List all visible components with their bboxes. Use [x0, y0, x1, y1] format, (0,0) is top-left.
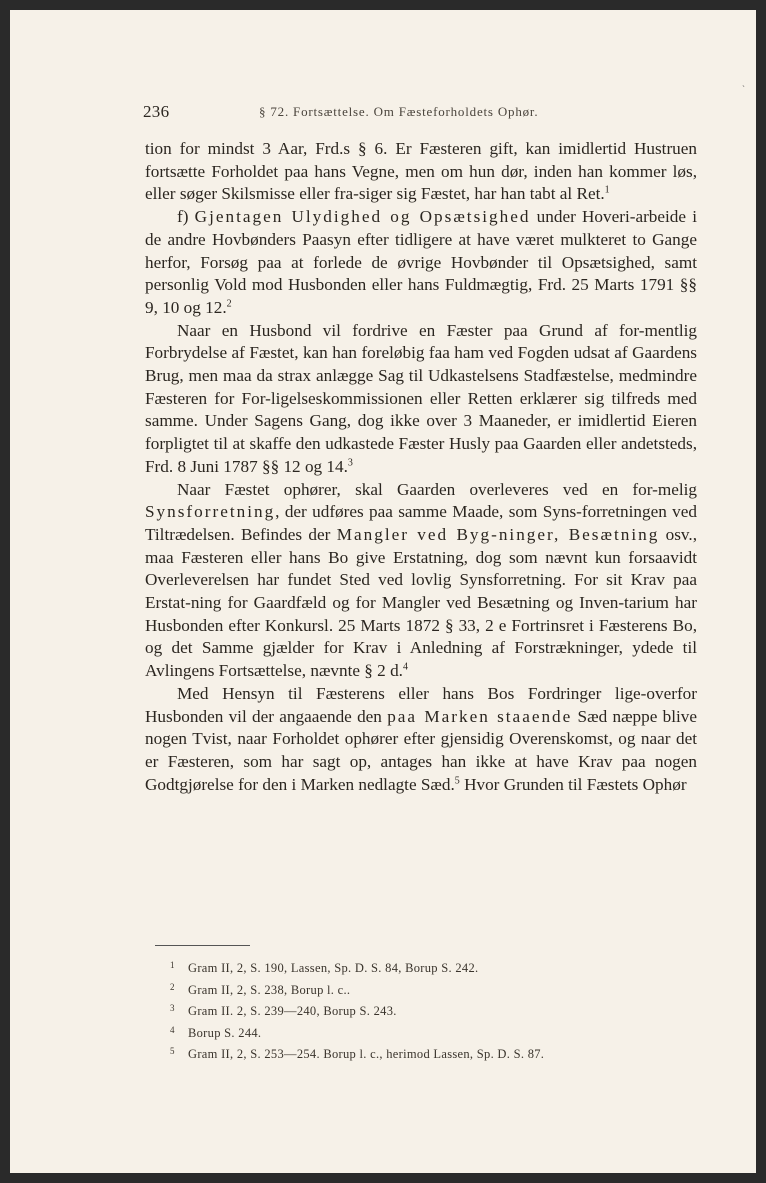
footnote — [170, 1023, 698, 1045]
paragraph-5 — [145, 683, 697, 797]
footnote-text: Gram II, 2, S. 253—254. Borup l. c., herimod Lassen, Sp. D. S. 87. — [188, 1047, 545, 1061]
footnote-text: Borup S. 244. — [188, 1025, 262, 1040]
paragraph-2-spaced: Gjentagen Ulydighed og Opsætsighed — [194, 207, 531, 227]
running-header — [143, 102, 703, 126]
footnote-text: Gram II. 2, S. 239—240, Borup S. 243. — [188, 1004, 397, 1018]
footnotes — [170, 958, 698, 1066]
body-text — [145, 138, 697, 796]
footnote-ref: 2 — [226, 298, 232, 310]
corner-mark: ˴ — [742, 80, 745, 90]
footnote-mark: 1 — [170, 960, 175, 970]
footnote-ref: 1 — [604, 184, 610, 196]
footnote-ref: 4 — [402, 661, 408, 673]
paragraph-4-spaced-2: Mangler ved Byg-ninger, Besætning — [336, 524, 660, 544]
paragraph-5-text-b: Sæd næppe blive nogen Tvist, naar Forholdet ophører efter gjensidig Overenskomst, og naar det er Fæsteren, som har sagt op, antages han ikke at have Krav paa nogen Godtgjørelse for den i Marken nedlagte Sæd. — [145, 706, 698, 794]
footnote-text: Gram II, 2, S. 238, Borup l. c.. — [188, 982, 351, 997]
paragraph-4-text-b: , der udføres paa samme Maade, som Syns-forretningen ved Tiltrædelsen. Befindes der — [145, 502, 697, 544]
paragraph-4-text-c: osv., maa Fæsteren eller hans Bo give Erstatning, dog som nævnt kun forsaavidt Overleverelsen har fundet Sted ved lovlig Synsforretning. For sit Krav paa Erstat-ning for Gaardfæld og for Mangler ved Besætning og Inven-tarium har Husbonden efter Konkursl. 25 Marts 1872 § 33, 2 e Fortrinsret i Fæsterens Bo, og det Samme gjælder for Krav i Anledning af Forstrækninger, ydede til Avlingens Fortsættelse, nævnte § 2 d. — [145, 524, 698, 681]
paragraph-2-text: under Hoveri-arbeide i de andre Hovbønders Paasyn efter tidligere at have været mulkteret to Gange herfor, Forsøg paa at forlede de øvrige Hovbønder til Opsætsighed, samt personlig Vold mod Husbonden eller hans Fuldmægtig, Frd. 25 Marts 1791 §§ 9, 10 og 12. — [145, 207, 697, 317]
footnote — [170, 1001, 698, 1023]
paragraph-3-text: Naar en Husbond vil fordrive en Fæster paa Grund af for-mentlig Forbrydelse af Fæstet, kan han foreløbig faa ham ved Fogden udsat af Gaardens Brug, men maa da strax anlægge Sag til Udkastelsens Stadfæstelse, medmindre Fæsteren for For-ligelseskommissionen eller Retten erklærer sig tilfreds med samme. Under Sagens Gang, dog ikke over 3 Maaneder, er imidlertid Eieren forpligtet til at skaffe den udkastede Fæster Husly paa Gaarden eller andetsteds, Frd. 8 Juni 1787 §§ 12 og 14. — [145, 320, 697, 476]
footnote-divider — [155, 945, 250, 946]
footnote-mark: 4 — [170, 1024, 175, 1035]
footnote-mark: 3 — [170, 1003, 175, 1013]
paragraph-4 — [145, 479, 697, 683]
page-number: 236 — [143, 102, 170, 121]
footnote-mark: 5 — [170, 1046, 175, 1056]
footnote — [170, 1044, 698, 1066]
page — [10, 10, 756, 1173]
paragraph-4-text-a: Naar Fæstet ophører, skal Gaarden overleveres ved en for-melig — [177, 479, 697, 499]
paragraph-4-spaced-1: Synsforretning — [145, 502, 276, 522]
paragraph-2-lead: f) — [177, 207, 195, 227]
footnote-ref: 5 — [454, 774, 460, 786]
paragraph-5-spaced: paa Marken staaende — [387, 706, 573, 726]
footnote-text: Gram II, 2, S. 190, Lassen, Sp. D. S. 84, Borup S. 242. — [188, 961, 479, 975]
section-title: § 72. Fortsættelse. Om Fæsteforholdets Ophør. — [259, 104, 539, 119]
paragraph-5-text-a: Med Hensyn til Fæsterens eller hans Bos Fordringer lige-overfor Husbonden vil der angaaende den — [145, 683, 697, 726]
paragraph-5-text-c: Hvor Grunden til Fæstets Ophør — [459, 774, 687, 794]
paragraph-2 — [145, 206, 697, 320]
paragraph-1 — [145, 138, 697, 206]
footnote-mark: 2 — [170, 981, 175, 992]
paragraph-3 — [145, 320, 697, 479]
paragraph-1-text: tion for mindst 3 Aar, Frd.s § 6. Er Fæsteren gift, kan imidlertid Hustruen fortsætte Forholdet paa hans Vegne, men om hun dør, inden han kommer løs, eller søger Skilsmisse eller fra-siger sig Fæstet, har han tabt al Ret. — [145, 139, 697, 204]
footnote-ref: 3 — [347, 457, 353, 469]
footnote — [170, 958, 698, 980]
footnote — [170, 980, 698, 1002]
